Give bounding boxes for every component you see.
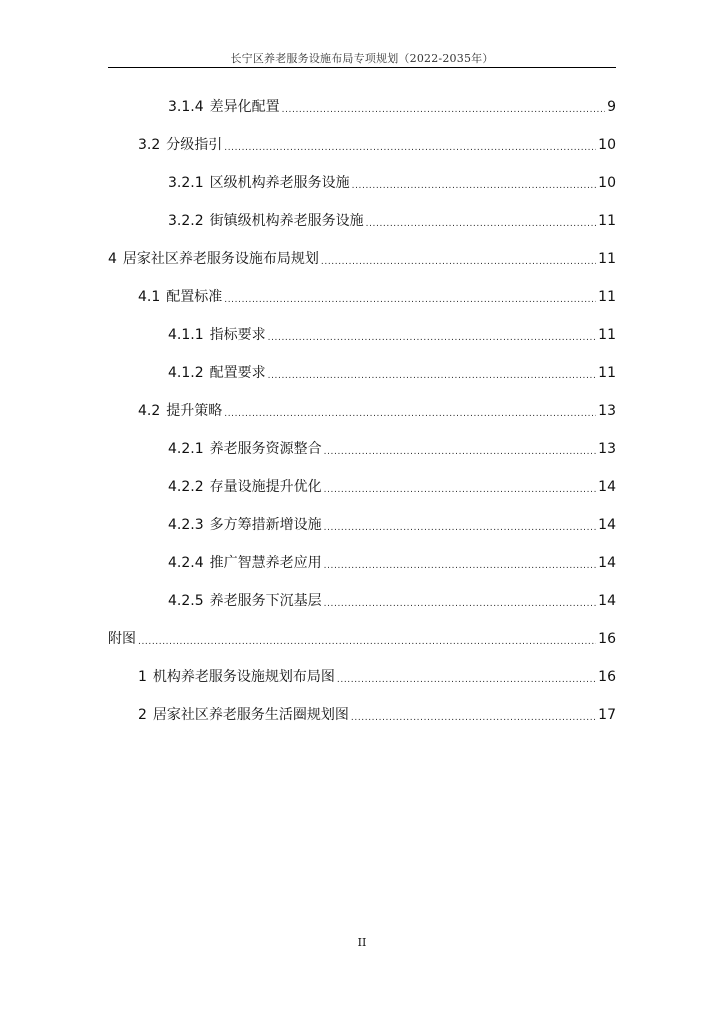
toc-entry-title: 配置标准 (166, 289, 223, 305)
toc-entry-page: 11 (598, 251, 616, 267)
toc-entry-title: 养老服务资源整合 (209, 441, 322, 457)
toc-entry[interactable] (108, 96, 616, 134)
toc-dot-leader (366, 220, 597, 234)
toc-entry-page: 10 (598, 175, 616, 191)
toc-entry-page: 17 (598, 707, 616, 723)
toc-entry-title: 分级指引 (166, 137, 223, 153)
toc-entry[interactable] (108, 324, 616, 362)
toc-entry-number: 3.1.4 (168, 99, 204, 115)
toc-entry-title: 附图 (108, 631, 136, 647)
table-of-contents (108, 96, 616, 742)
toc-entry-page: 14 (598, 479, 616, 495)
toc-dot-leader (138, 638, 596, 652)
toc-entry[interactable] (108, 666, 616, 704)
toc-entry[interactable] (108, 704, 616, 742)
toc-entry-number: 4.2.3 (168, 517, 204, 533)
toc-entry-number: 3.2.1 (168, 175, 204, 191)
toc-entry-title: 机构养老服务设施规划布局图 (152, 669, 335, 685)
header-rule (108, 67, 616, 68)
toc-entry-number: 4.1.2 (168, 365, 204, 381)
toc-entry-page: 11 (598, 213, 616, 229)
toc-entry-page: 16 (598, 631, 616, 647)
toc-entry-number: 4 (108, 251, 117, 267)
toc-dot-leader (268, 334, 597, 348)
toc-dot-leader (224, 410, 596, 424)
toc-entry-title: 居家社区养老服务生活圈规划图 (152, 707, 349, 723)
toc-entry-title: 差异化配置 (209, 99, 280, 115)
toc-entry-number: 4.2.5 (168, 593, 204, 609)
toc-entry-page: 16 (598, 669, 616, 685)
toc-entry[interactable] (108, 476, 616, 514)
toc-entry-page: 14 (598, 555, 616, 571)
toc-entry-page: 14 (598, 593, 616, 609)
toc-entry[interactable] (108, 438, 616, 476)
toc-entry-title: 配置要求 (209, 365, 266, 381)
toc-dot-leader (321, 258, 596, 272)
toc-entry[interactable] (108, 628, 616, 666)
toc-entry-page: 14 (598, 517, 616, 533)
toc-entry[interactable] (108, 552, 616, 590)
toc-entry-page: 11 (598, 289, 616, 305)
toc-dot-leader (351, 714, 596, 728)
toc-entry-page: 13 (598, 403, 616, 419)
toc-entry-title: 养老服务下沉基层 (209, 593, 322, 609)
toc-dot-leader (324, 562, 597, 576)
toc-entry[interactable] (108, 248, 616, 286)
toc-entry-title: 提升策略 (166, 403, 223, 419)
toc-entry-page: 10 (598, 137, 616, 153)
toc-entry[interactable] (108, 590, 616, 628)
toc-entry-title: 指标要求 (209, 327, 266, 343)
running-header: 长宁区养老服务设施布局专项规划（2022-2035年） (230, 52, 494, 65)
toc-entry[interactable] (108, 172, 616, 210)
toc-entry-title: 居家社区养老服务设施布局规划 (122, 251, 319, 267)
toc-dot-leader (324, 524, 597, 538)
toc-entry-title: 多方筹措新增设施 (209, 517, 322, 533)
toc-entry[interactable] (108, 134, 616, 172)
toc-entry-number: 1 (138, 669, 147, 685)
toc-entry[interactable] (108, 400, 616, 438)
toc-entry-title: 推广智慧养老应用 (209, 555, 322, 571)
toc-dot-leader (324, 486, 597, 500)
toc-entry-number: 3.2.2 (168, 213, 204, 229)
toc-entry[interactable] (108, 210, 616, 248)
toc-entry-page: 9 (607, 99, 616, 115)
toc-dot-leader (224, 296, 596, 310)
toc-entry-number: 3.2 (138, 137, 161, 153)
toc-dot-leader (268, 372, 597, 386)
toc-entry-number: 2 (138, 707, 147, 723)
toc-dot-leader (337, 676, 596, 690)
toc-entry-number: 4.2.4 (168, 555, 204, 571)
toc-entry-title: 存量设施提升优化 (209, 479, 322, 495)
toc-entry-number: 4.2.2 (168, 479, 204, 495)
toc-dot-leader (352, 182, 597, 196)
toc-entry-title: 街镇级机构养老服务设施 (209, 213, 364, 229)
toc-entry-number: 4.2.1 (168, 441, 204, 457)
toc-entry-title: 区级机构养老服务设施 (209, 175, 350, 191)
toc-dot-leader (224, 144, 596, 158)
toc-entry-number: 4.1.1 (168, 327, 204, 343)
toc-dot-leader (282, 106, 605, 120)
toc-entry[interactable] (108, 514, 616, 552)
toc-entry-page: 13 (598, 441, 616, 457)
toc-dot-leader (324, 448, 597, 462)
toc-dot-leader (324, 600, 597, 614)
toc-entry-number: 4.1 (138, 289, 161, 305)
page-number: II (357, 936, 367, 949)
toc-entry[interactable] (108, 286, 616, 324)
toc-entry-number: 4.2 (138, 403, 161, 419)
toc-entry-page: 11 (598, 327, 616, 343)
toc-entry[interactable] (108, 362, 616, 400)
toc-entry-page: 11 (598, 365, 616, 381)
